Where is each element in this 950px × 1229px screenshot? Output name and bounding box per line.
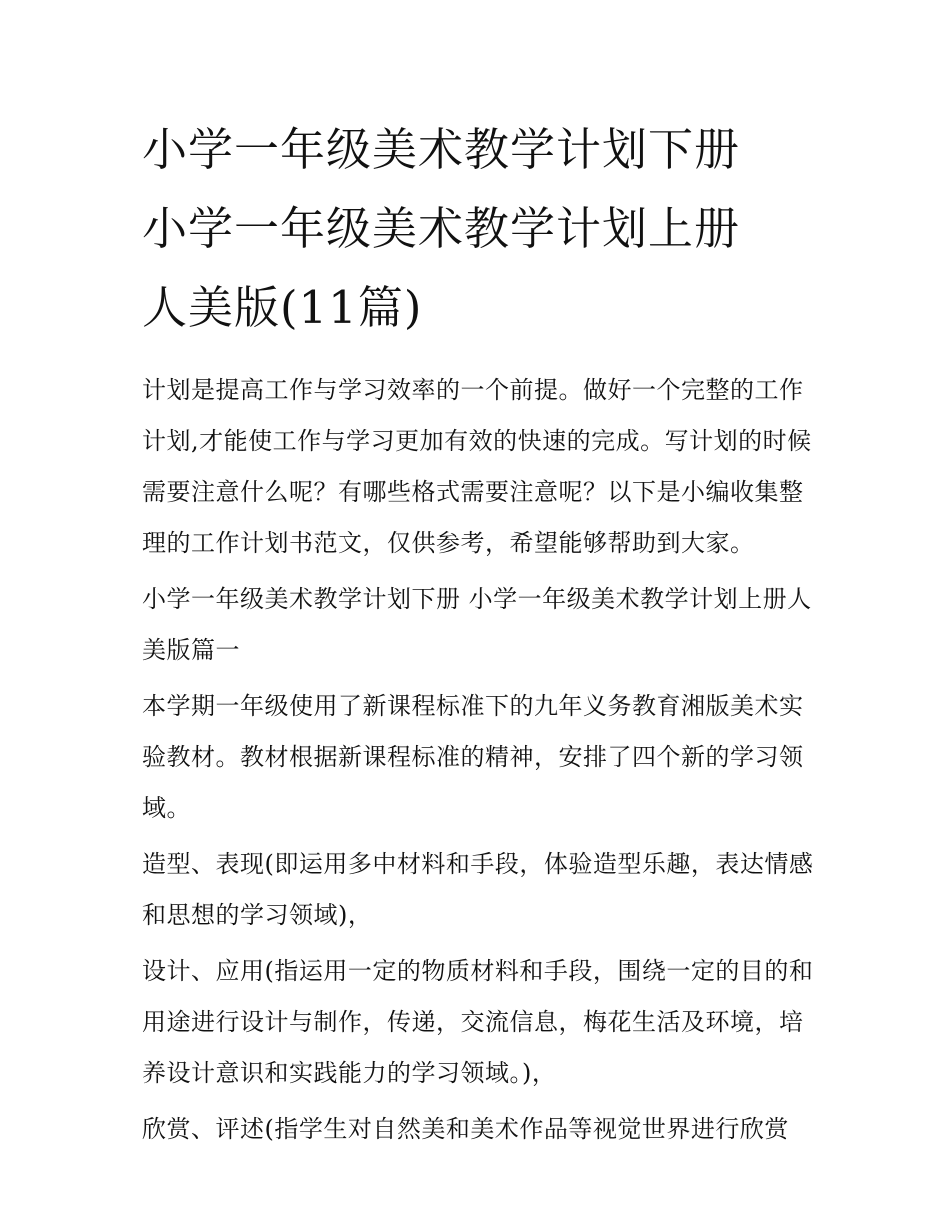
title-line-1: 小学一年级美术教学计划下册 [142, 123, 741, 176]
title-line-3: 人美版(11篇) [142, 281, 423, 334]
document-title [142, 110, 814, 347]
document-body [142, 365, 814, 1155]
document-content [142, 110, 814, 1160]
title-line-2: 小学一年级美术教学计划上册 [142, 202, 741, 255]
paragraph-section-heading: 小学一年级美术教学计划下册 小学一年级美术教学计划上册人美版篇一 [142, 585, 812, 664]
paragraph-design: 设计、应用(指运用一定的物质材料和手段，围绕一定的目的和用途进行设计与制作，传递，交流信息，梅花生活及环境，培养设计意识和实践能力的学习领域。)， [142, 957, 814, 1087]
paragraph-intro: 计划是提高工作与学习效率的一个前提。做好一个完整的工作计划,才能使工作与学习更加有效的快速的完成。写计划的时候需要注意什么呢？有哪些格式需要注意呢？以下是小编收集整理的工作计划书范文，仅供参考，希望能够帮助到大家。 [142, 376, 812, 557]
paragraph-appreciation: 欣赏、评述(指学生对自然美和美术作品等视觉世界进行欣赏 [142, 1115, 789, 1143]
paragraph-textbook: 本学期一年级使用了新课程标准下的九年义务教育湘版美术实验教材。教材根据新课程标准的精神，安排了四个新的学习领域。 [142, 692, 804, 822]
paragraph-modeling: 造型、表现(即运用多中材料和手段，体验造型乐趣，表达情感和思想的学习领域)， [142, 850, 814, 929]
